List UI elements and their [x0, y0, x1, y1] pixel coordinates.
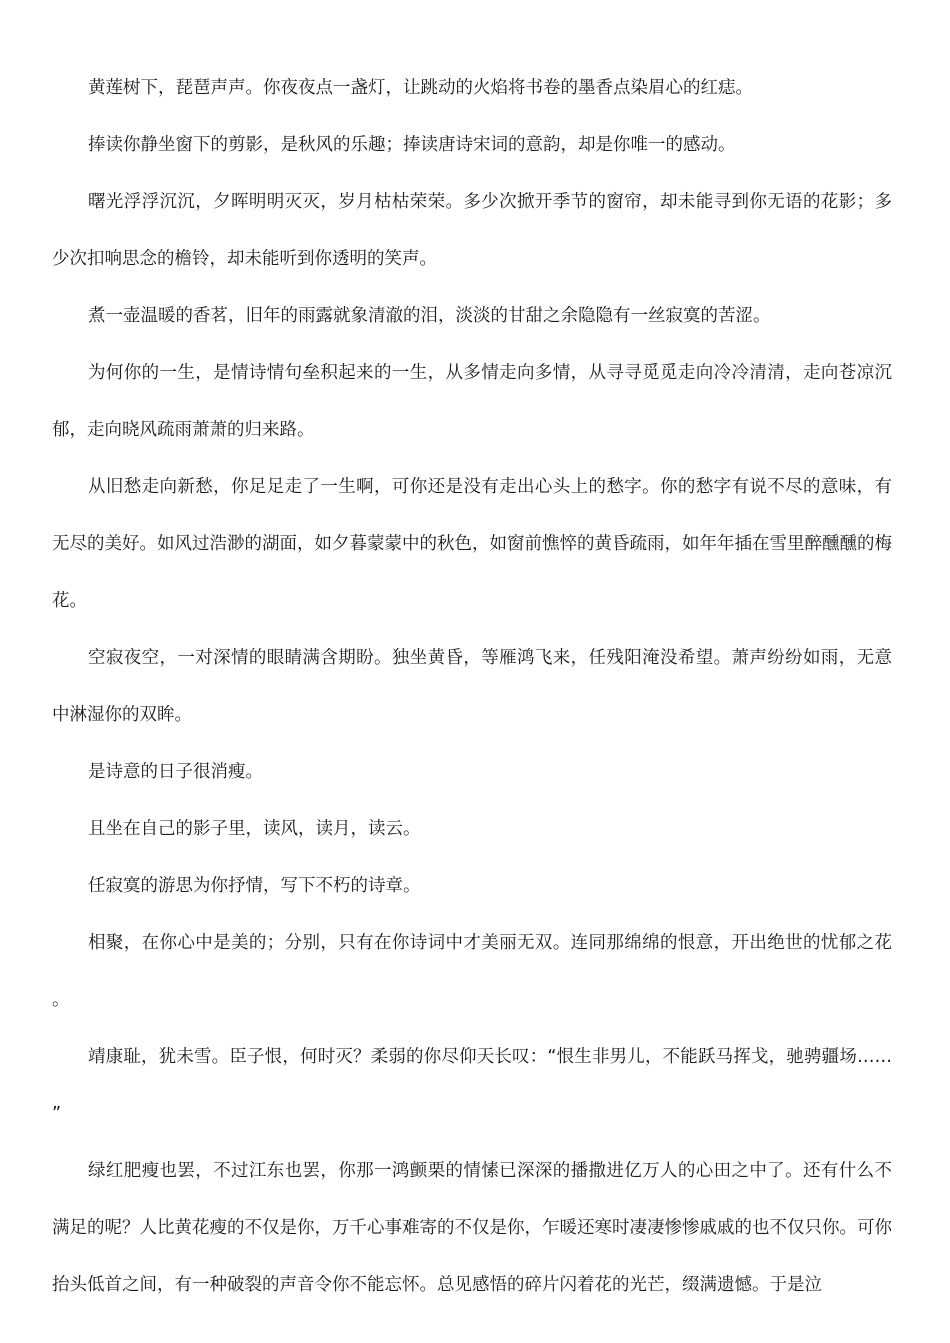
paragraph: 为何你的一生，是情诗情句垒积起来的一生，从多情走向多情，从寻寻觅觅走向冷冷清清，走向苍凉沉郁，走向晓风疏雨萧萧的归来路。 — [52, 363, 892, 440]
paragraph: 捧读你静坐窗下的剪影，是秋风的乐趣；捧读唐诗宋词的意韵，却是你唯一的感动。 — [88, 135, 736, 155]
paragraph: 煮一壶温暖的香茗，旧年的雨露就象清澈的泪，淡淡的甘甜之余隐隐有一丝寂寞的苦涩。 — [88, 306, 771, 326]
document-body — [52, 60, 892, 1314]
paragraph: 绿红肥瘦也罢，不过江东也罢，你那一鸿颤栗的情愫已深深的播撒进亿万人的心田之中了。还有什么不满足的呢？人比黄花瘦的不仅是你，万千心事难寄的不仅是你，乍暖还寒时凄凄惨惨戚戚的也不仅只你。可你抬头低首之间，有一种破裂的声音令你不能忘怀。总见感悟的碎片闪着花的光芒，缀满遗憾。于是泣 — [52, 1161, 892, 1295]
paragraph: 靖康耻，犹未雪。臣子恨，何时灭？柔弱的你尽仰天长叹：“恨生非男儿，不能跃马挥戈，驰骋疆场……” — [52, 1047, 892, 1124]
paragraph: 相聚，在你心中是美的；分别，只有在你诗词中才美丽无双。连同那绵绵的恨意，开出绝世的忧郁之花。 — [52, 933, 892, 1010]
paragraph: 黄莲树下，琵琶声声。你夜夜点一盏灯，让跳动的火焰将书卷的墨香点染眉心的红痣。 — [88, 78, 753, 98]
paragraph: 且坐在自己的影子里，读风，读月，读云。 — [88, 819, 421, 839]
paragraph: 从旧愁走向新愁，你足足走了一生啊，可你还是没有走出心头上的愁字。你的愁字有说不尽的意味，有无尽的美好。如风过浩渺的湖面，如夕暮蒙蒙中的秋色，如窗前憔悴的黄昏疏雨，如年年插在雪里醉醺醺的梅花。 — [52, 477, 892, 611]
paragraph: 任寂寞的游思为你抒情，写下不朽的诗章。 — [88, 876, 421, 896]
paragraph: 空寂夜空，一对深情的眼睛满含期盼。独坐黄昏，等雁鸿飞来，任残阳淹没希望。萧声纷纷如雨，无意中淋湿你的双眸。 — [52, 648, 892, 725]
paragraph: 是诗意的日子很消瘦。 — [88, 762, 263, 782]
paragraph: 曙光浮浮沉沉，夕晖明明灭灭，岁月枯枯荣荣。多少次掀开季节的窗帘，却未能寻到你无语的花影；多少次扣响思念的檐铃，却未能听到你透明的笑声。 — [52, 192, 892, 269]
